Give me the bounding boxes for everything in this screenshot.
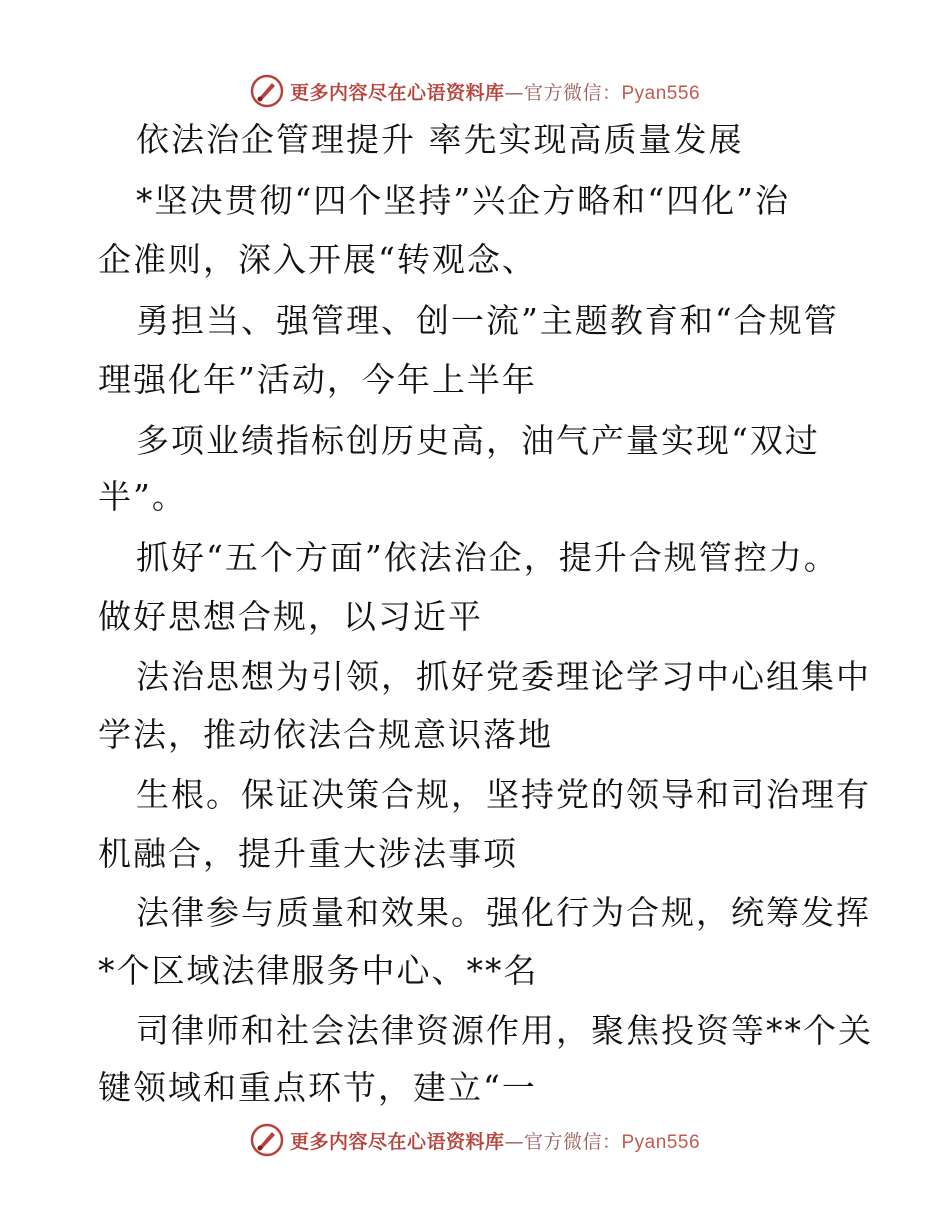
document-line: 抓好“五个方面”依法治企，提升合规管控力。 xyxy=(136,538,839,577)
watermark-account: Pyan556 xyxy=(621,1131,701,1153)
watermark-main-text: 更多内容尽在心语资料库 xyxy=(289,81,505,104)
document-line: *坚决贯彻“四个坚持”兴企方略和“四化”治 xyxy=(136,181,790,220)
watermark-main-text: 更多内容尽在心语资料库 xyxy=(289,1130,505,1153)
watermark-separator: —官方微信： xyxy=(504,81,622,104)
document-line: 法治思想为引领，抓好党委理论学习中心组集中 xyxy=(136,657,871,696)
document-line: 做好思想合规，以习近平 xyxy=(98,597,483,636)
footer-watermark xyxy=(0,1118,950,1162)
document-line: 学法，推动依法合规意识落地 xyxy=(98,715,553,754)
document-line: 半”。 xyxy=(98,477,187,516)
header-watermark xyxy=(0,69,950,113)
document-line: 司律师和社会法律资源作用，聚焦投资等**个关 xyxy=(136,1011,873,1050)
watermark-separator: —官方微信： xyxy=(504,1130,622,1153)
document-line: 理强化年”活动，今年上半年 xyxy=(98,360,537,399)
document-line: 勇担当、强管理、创一流”主题教育和“合规管 xyxy=(136,301,839,340)
brush-logo-icon xyxy=(250,74,284,108)
document-line: 依法治企管理提升 率先实现高质量发展 xyxy=(136,120,744,159)
document-line: 企准则，深入开展“转观念、 xyxy=(98,240,537,279)
document-line: 法律参与质量和效果。强化行为合规，统筹发挥 xyxy=(136,893,871,932)
document-line: 键领域和重点环节，建立“一 xyxy=(98,1068,537,1107)
document-line: *个区域法律服务中心、**名 xyxy=(98,951,539,990)
watermark-account: Pyan556 xyxy=(621,82,701,104)
document-line: 多项业绩指标创历史高，油气产量实现“双过 xyxy=(136,421,820,460)
document-line: 生根。保证决策合规，坚持党的领导和司治理有 xyxy=(136,775,871,814)
document-line: 机融合，提升重大涉法事项 xyxy=(98,834,518,873)
brush-logo-icon xyxy=(250,1123,284,1157)
